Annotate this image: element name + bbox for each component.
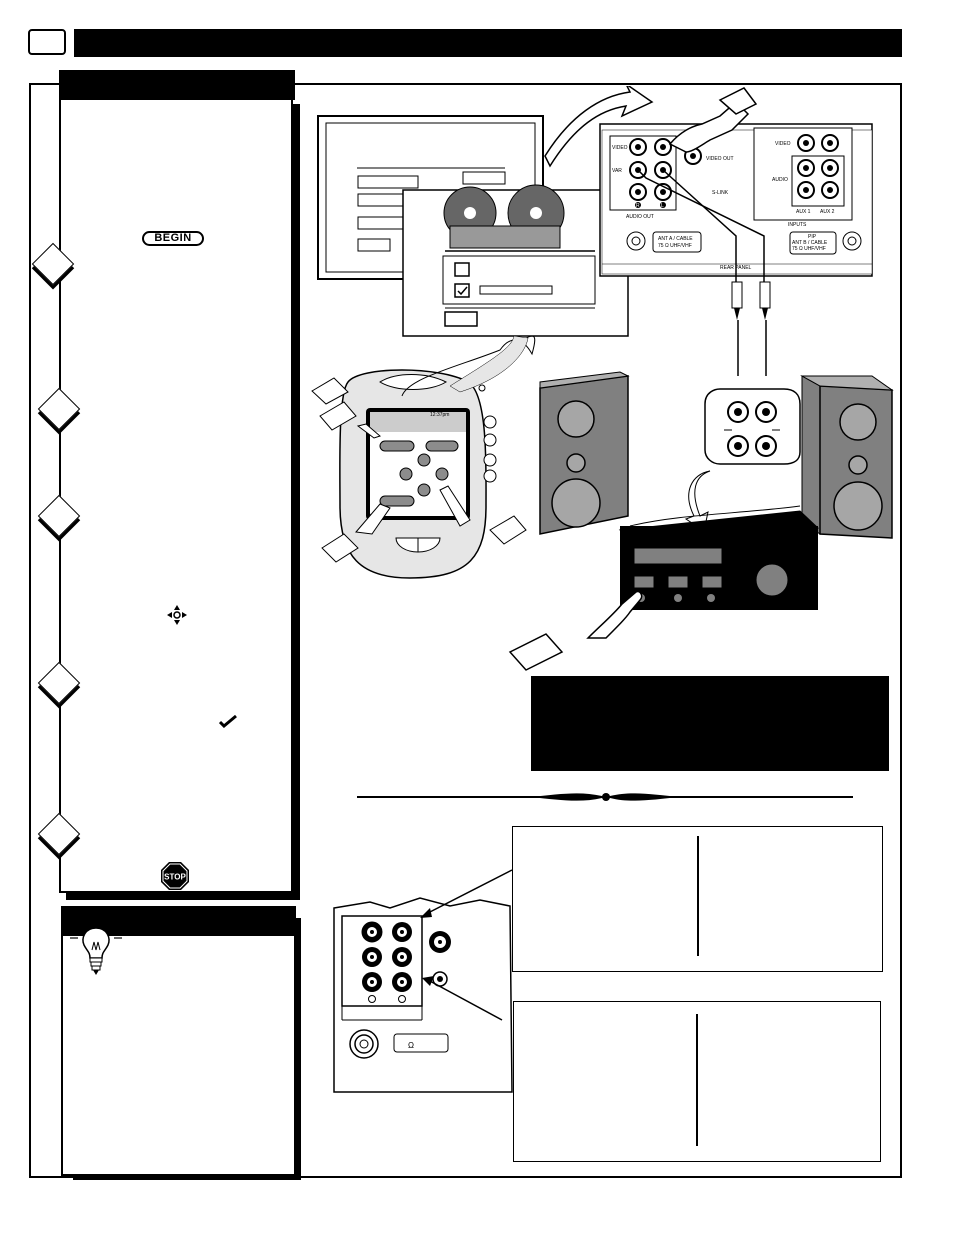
ant-b-label: ANT B / CABLE [792, 240, 828, 246]
info-box-bottom-divider [696, 1014, 698, 1146]
jack-r-label: R [636, 203, 640, 209]
lightbulb-icon [66, 912, 126, 978]
info-box-top-divider [697, 836, 699, 956]
page-number-box [28, 29, 66, 55]
sound-menu-window [403, 185, 628, 336]
rear-panel-label: REAR PANEL [720, 265, 752, 271]
stop-label: STOP [164, 872, 186, 882]
inputs-audio-label: AUDIO [772, 177, 788, 183]
rear-var-label: VAR [612, 168, 622, 174]
receiver-input-jacks [705, 389, 800, 464]
aux1-label: AUX 1 [796, 209, 811, 215]
begin-badge-icon: BEGIN [142, 231, 204, 246]
ant-a-label: ANT A / CABLE [658, 236, 693, 242]
instructions-header-tab [59, 70, 295, 100]
ant-b-sub-label: 75 Ω UHF/VHF [792, 246, 826, 252]
audio-out-label: AUDIO OUT [626, 214, 654, 220]
right-speaker [802, 376, 892, 538]
instructions-panel [59, 97, 293, 893]
checkmark-icon [219, 714, 237, 728]
s-link-label: S-LINK [712, 190, 729, 196]
jack-closeup [330, 860, 520, 1100]
stop-sign-icon [160, 861, 190, 891]
pip-label: PIP [808, 234, 817, 240]
note-box [531, 676, 889, 771]
jack-l-label: L [661, 203, 664, 209]
remote-clock: 12:37pm [430, 412, 450, 418]
rear-video-label: VIDEO [612, 145, 628, 151]
stereo-receiver [620, 506, 818, 610]
four-way-arrow-icon [166, 604, 188, 626]
inputs-video-label: VIDEO [775, 141, 791, 147]
divider-ornament [530, 788, 680, 806]
ohm-label: Ω [408, 1041, 414, 1050]
aux2-label: AUX 2 [820, 209, 835, 215]
page-header-bar [74, 29, 902, 57]
left-speaker [540, 372, 628, 534]
ant-a-sub-label: 75 Ω UHF/VHF [658, 243, 692, 249]
inputs-label: INPUTS [788, 222, 807, 228]
video-out-label: VIDEO OUT [706, 156, 734, 162]
